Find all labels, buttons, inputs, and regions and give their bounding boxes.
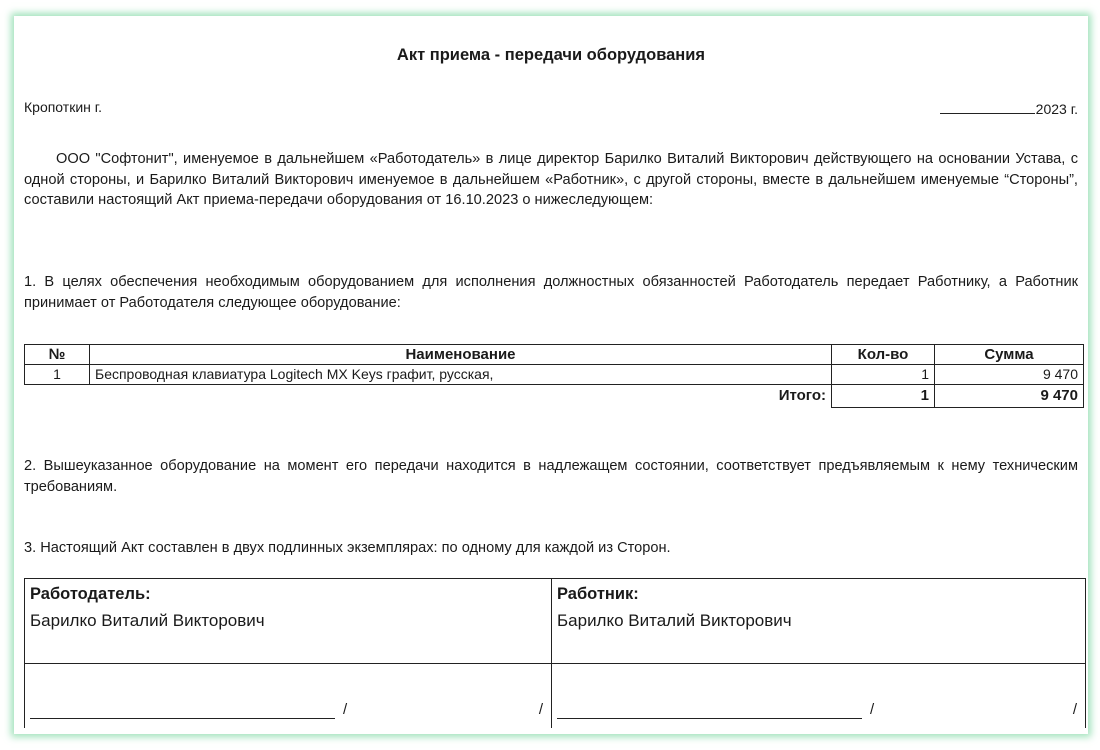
- total-qty: 1: [832, 385, 935, 408]
- employer-signature: [25, 579, 552, 728]
- employee-signature-line: [557, 718, 862, 719]
- header-name: Наименование: [90, 345, 832, 365]
- employee-signature: [552, 579, 1085, 728]
- employer-heading: Работодатель:: [30, 585, 151, 603]
- document-title: Акт приема - передачи оборудования: [396, 46, 706, 64]
- slash: /: [1072, 701, 1077, 718]
- clause-1: 1. В целях обеспечения необходимым оборудованием для исполнения должностных обязанностей Работодатель передает Работнику, а Работник принимает от Работодателя следующее оборудование:: [24, 274, 1078, 311]
- divider: [552, 663, 1085, 664]
- slash: /: [870, 701, 875, 718]
- table-row: [25, 365, 1084, 385]
- table-header-row: [25, 345, 1084, 365]
- slash: /: [343, 701, 348, 718]
- total-row: [25, 385, 1084, 408]
- date: [940, 99, 1078, 117]
- clause-3: 3. Настоящий Акт составлен в двух подлинных экземплярах: по одному для каждой из Сторон.: [24, 540, 671, 556]
- city: Кропоткин г.: [24, 99, 103, 115]
- employer-signature-line: [30, 718, 335, 719]
- date-year: 2023 г.: [1035, 101, 1078, 117]
- slash: /: [538, 701, 543, 718]
- employer-name: Барилко Виталий Викторович: [30, 611, 265, 630]
- header-num: №: [25, 345, 90, 365]
- total-label: Итого:: [778, 387, 826, 405]
- row-qty: 1: [832, 365, 935, 385]
- equipment-table: [24, 344, 1084, 408]
- header-qty: Кол-во: [832, 345, 935, 365]
- employee-name: Барилко Виталий Викторович: [557, 611, 792, 630]
- intro-paragraph: ООО "Софтонит", именуемое в дальнейшем «Работодатель» в лице директор Барилко Виталий Викторович действующего на основании Устава, с одной стороны, и Барилко Виталий Викторович именуемое в дальнейшем «Работник», с другой стороны, вместе в дальнейшем именуемые “Стороны”, составили настоящий Акт приема-передачи оборудования от 16.10.2023 о нижеследующем:: [24, 151, 1078, 208]
- signature-block: [24, 578, 1086, 728]
- clause-2: 2. Вышеуказанное оборудование на момент его передачи находится в надлежащем состоянии, соответствует предъявляемым к нему техническим требованиям.: [24, 458, 1078, 495]
- divider: [25, 663, 551, 664]
- row-name: Беспроводная клавиатура Logitech MX Keys графит, русская,: [90, 365, 832, 385]
- employee-heading: Работник:: [557, 585, 639, 603]
- header-sum: Сумма: [935, 345, 1084, 365]
- total-sum: 9 470: [935, 385, 1084, 408]
- date-blank-line: [940, 99, 1035, 114]
- row-sum: 9 470: [935, 365, 1084, 385]
- document-page: [14, 16, 1088, 734]
- row-num: 1: [25, 365, 90, 385]
